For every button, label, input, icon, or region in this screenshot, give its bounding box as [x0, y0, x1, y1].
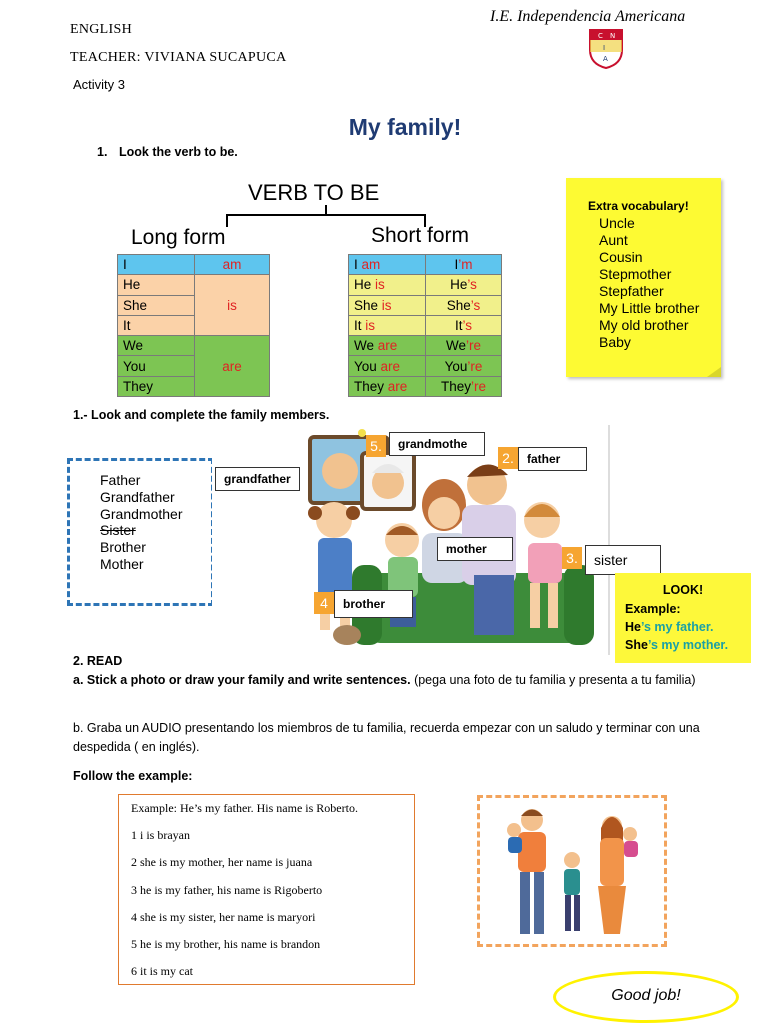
svg-text:C: C	[598, 32, 603, 40]
vocab-word: Baby	[599, 334, 631, 350]
verb-cell-am: am	[195, 255, 270, 275]
look-example-she	[625, 638, 728, 652]
svg-text:I: I	[603, 44, 606, 52]
pronoun-text: He	[354, 277, 372, 293]
pronoun-cell: She	[118, 295, 195, 315]
pronoun-text: We	[354, 338, 375, 354]
section1-number: 1.	[97, 145, 108, 159]
example-sentences-box	[118, 794, 415, 985]
page-curl-icon	[707, 367, 721, 377]
word-bank-item: Grandmother	[100, 505, 183, 522]
vocab-word: Uncle	[599, 215, 635, 231]
verb-chart-title: VERB TO BE	[248, 180, 380, 205]
contraction-ending: ’s	[467, 277, 477, 293]
pronoun-text: You	[354, 358, 377, 374]
contraction-cell	[426, 336, 502, 356]
long-cell	[349, 336, 426, 356]
contraction-ending: ’s	[462, 318, 473, 334]
vocab-word: My old brother	[599, 317, 689, 333]
contraction-cell	[426, 376, 502, 396]
number-brother: 4	[314, 592, 334, 614]
pronoun-cell: They	[118, 376, 195, 396]
read-a-bold: a. Stick a photo or draw your family and write sentences.	[73, 673, 411, 687]
vocab-word: Stepmother	[599, 266, 672, 282]
contraction-cell	[426, 295, 502, 315]
contraction-pronoun: You	[444, 358, 468, 374]
contraction-pronoun: I	[454, 257, 459, 273]
pronoun-cell: It	[118, 315, 195, 335]
read-instruction-a	[73, 671, 703, 690]
family-photo-box	[477, 795, 667, 947]
long-cell	[349, 315, 426, 335]
verb-text: is	[365, 318, 376, 334]
pronoun-cell: You	[118, 356, 195, 376]
example-line: 6 it is my cat	[131, 964, 193, 979]
read-instruction-b: b. Graba un AUDIO presentando los miembros de tu familia, recuerda empezar con un saludo y terminar con una despedida ( en inglés).	[73, 721, 700, 754]
contraction-cell	[426, 275, 502, 295]
long-cell	[349, 255, 426, 275]
verb-text: is	[381, 297, 392, 313]
contraction-ending: ’re	[466, 338, 482, 354]
example-line: 3 he is my father, his name is Rigoberto	[131, 882, 323, 897]
contraction-pronoun: It	[454, 318, 463, 334]
label-grandfather: grandfather	[215, 467, 300, 491]
number-sister: 3.	[562, 547, 582, 569]
label-mother: mother	[437, 537, 513, 561]
contraction-ending: ’m	[458, 257, 473, 273]
verb-text: is	[375, 277, 385, 293]
long-cell	[349, 275, 426, 295]
follow-example-label: Follow the example:	[73, 769, 193, 783]
long-cell	[349, 295, 426, 315]
contraction-cell	[426, 356, 502, 376]
number-grandmother: 5.	[366, 435, 386, 457]
contraction-cell	[426, 255, 502, 275]
example-line: 1 i is brayan	[131, 828, 190, 843]
label-grandmother: grandmothe	[389, 432, 485, 456]
pronoun-cell: We	[118, 336, 195, 356]
look-example-he	[625, 620, 713, 634]
vocab-word: Cousin	[599, 249, 643, 265]
contraction-pronoun: We	[445, 338, 466, 354]
vocab-word: Stepfather	[599, 283, 664, 299]
pronoun-text: It	[354, 318, 362, 334]
look-example-label: Example:	[625, 602, 681, 616]
look-pronoun: He	[625, 620, 641, 634]
word-bank-item: Father	[100, 472, 141, 488]
contraction-ending: ’s	[470, 297, 481, 313]
school-crest-logo	[588, 28, 624, 70]
subject-label: ENGLISH	[70, 22, 132, 37]
school-name: I.E. Independencia Americana	[490, 8, 686, 25]
label-sister: sister	[585, 545, 661, 575]
long-cell	[349, 356, 426, 376]
good-job-text: Good job!	[611, 987, 681, 1004]
look-example-box	[615, 573, 751, 663]
look-phrase: ’s my mother.	[647, 638, 729, 652]
word-bank-item: Brother	[100, 539, 146, 556]
contraction-ending: ’re	[467, 358, 483, 374]
contraction-pronoun: She	[446, 297, 471, 313]
svg-text:N: N	[610, 32, 616, 40]
short-form-table	[348, 254, 502, 397]
read-heading: 2. READ	[73, 654, 123, 668]
activity-label: Activity 3	[73, 77, 126, 92]
extra-vocabulary-note	[566, 178, 721, 377]
svg-text:A: A	[603, 55, 608, 63]
vocab-word: My Little brother	[599, 300, 700, 316]
pronoun-cell: I	[118, 255, 195, 275]
label-father: father	[518, 447, 587, 471]
family-photo-illustration	[480, 798, 664, 944]
verb-cell-are: are	[195, 336, 270, 397]
label-brother: brother	[334, 590, 413, 618]
long-form-label: Long form	[131, 226, 226, 249]
read-a-rest: (pega una foto de tu familia y presenta a tu familia)	[410, 673, 696, 687]
teacher-label: TEACHER: VIVIANA SUCAPUCA	[70, 50, 287, 65]
pronoun-text: They	[354, 378, 385, 394]
contraction-pronoun: They	[440, 378, 471, 394]
number-father: 2.	[498, 447, 518, 469]
example-line: 5 he is my brother, his name is brandon	[131, 937, 321, 952]
word-bank-box	[67, 458, 214, 606]
verb-text: am	[361, 257, 381, 273]
example-line: 2 she is my mother, her name is juana	[131, 855, 313, 870]
look-title: LOOK!	[662, 583, 704, 597]
extra-vocabulary-heading: Extra vocabulary!	[588, 199, 689, 213]
pronoun-text: I	[354, 257, 358, 273]
long-form-table	[117, 254, 270, 397]
verb-text: are	[380, 358, 401, 374]
word-bank-item: Grandfather	[100, 488, 175, 505]
section1-instruction: Look the verb to be.	[119, 145, 238, 159]
verb-text: are	[377, 338, 398, 354]
contraction-ending: ’re	[471, 378, 487, 394]
look-phrase: ’s my father.	[640, 620, 714, 634]
complete-instruction: 1.- Look and complete the family members.	[73, 408, 330, 422]
short-form-label: Short form	[371, 224, 470, 247]
verb-cell-is: is	[195, 275, 270, 336]
example-line: 4 she is my sister, her name is maryori	[131, 909, 316, 924]
word-bank-item-crossed: Sister	[100, 522, 136, 539]
example-line: Example: He’s my father. His name is Roberto.	[131, 801, 358, 815]
contraction-cell	[426, 315, 502, 335]
look-pronoun: She	[625, 638, 648, 652]
pronoun-text: She	[354, 297, 379, 313]
long-cell	[349, 376, 426, 396]
verb-text: are	[387, 378, 408, 394]
vocab-word: Aunt	[599, 232, 628, 248]
page-title: My family!	[348, 114, 462, 140]
contraction-pronoun: He	[450, 277, 468, 293]
word-bank-item: Mother	[100, 555, 144, 572]
pronoun-cell: He	[118, 275, 195, 295]
